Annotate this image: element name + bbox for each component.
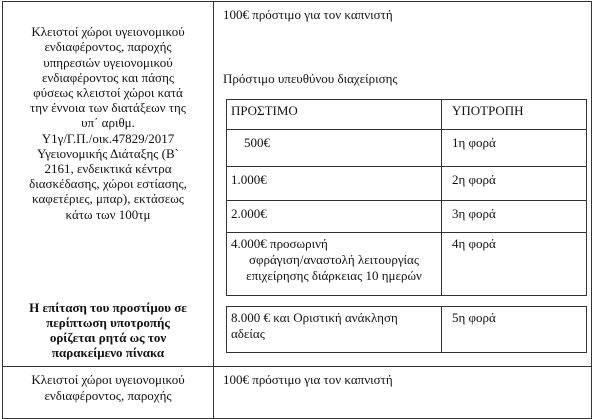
paragraph-line: υπ΄ αριθμ. <box>81 115 135 130</box>
recurrence-cell: 1η φορά <box>452 135 496 150</box>
paragraph-line: την έννοια των διατάξεων της <box>30 100 186 115</box>
fine-cell: 1.000€ <box>231 172 267 187</box>
second-row-left-line: ενδιαφέροντος, παροχής <box>44 388 172 403</box>
paragraph-line: διασκέδασης, χώροι εστίασης, <box>29 176 187 191</box>
paragraph-line: Υγειονομικής Διάταξης (Β` <box>37 146 179 161</box>
fine-cell: αδείας <box>231 326 265 341</box>
paragraph-line: ενδιαφέροντος, παροχής <box>44 39 172 54</box>
fine-cell: 4.000€ προσωρινή <box>231 236 328 251</box>
paragraph-line: υπηρεσιών υγειονομικού <box>43 55 173 70</box>
fine-cell: 8.000 € και Οριστική ανάκληση <box>231 310 398 325</box>
fine-cell: σφράγιση/αναστολή λειτουργίας <box>248 252 420 267</box>
fine-cell: 500€ <box>244 135 270 150</box>
recurrence-cell: 3η φορά <box>452 206 496 221</box>
fine-cell: επιχείρησης διάρκειας 10 ημερών <box>246 268 422 283</box>
header-fine: ΠΡΟΣΤΙΜΟ <box>231 103 298 118</box>
second-row-left-line: Κλειστοί χώροι υγειονομικού <box>31 372 185 387</box>
second-row-smoker-fine: 100€ πρόστιμο για τον καπνιστή <box>223 372 393 387</box>
recurrence-cell: 2η φορά <box>452 172 496 187</box>
bold-note-line: Η επίταση του προστίμου σε <box>29 300 187 315</box>
manager-fine-text: Πρόστιμο υπευθύνου διαχείρισης <box>223 71 398 86</box>
recurrence-cell: 5η φορά <box>452 310 496 325</box>
paragraph-line: Υ1γ/Γ.Π./οικ.47829/2017 <box>41 131 175 146</box>
bold-note-line: περίπτωση υποτροπής <box>46 315 170 330</box>
bold-note-line: παρακείμενο πίνακα <box>51 345 165 360</box>
header-recurrence: ΥΠΟΤΡΟΠΗ <box>452 103 524 118</box>
paragraph-line: φύσεως κλειστοί χώροι κατά <box>33 85 183 100</box>
paragraph-line: κάτω των 100τμ <box>65 207 151 222</box>
paragraph-line: Κλειστοί χώροι υγειονομικού <box>31 24 185 39</box>
bold-note-line: ορίζεται ρητά ως τον <box>49 330 167 345</box>
recurrence-cell: 4η φορά <box>452 236 496 251</box>
paragraph-line: ενδιαφέροντος και πάσης <box>41 70 175 85</box>
fine-cell: 2.000€ <box>231 206 267 221</box>
smoker-fine-text: 100€ πρόστιμο για τον καπνιστή <box>223 7 393 22</box>
paragraph-line: καφετέριες, μπαρ), εκτάσεως <box>32 191 184 206</box>
paragraph-line: 2161, ενδεικτικά κέντρα <box>44 161 172 176</box>
